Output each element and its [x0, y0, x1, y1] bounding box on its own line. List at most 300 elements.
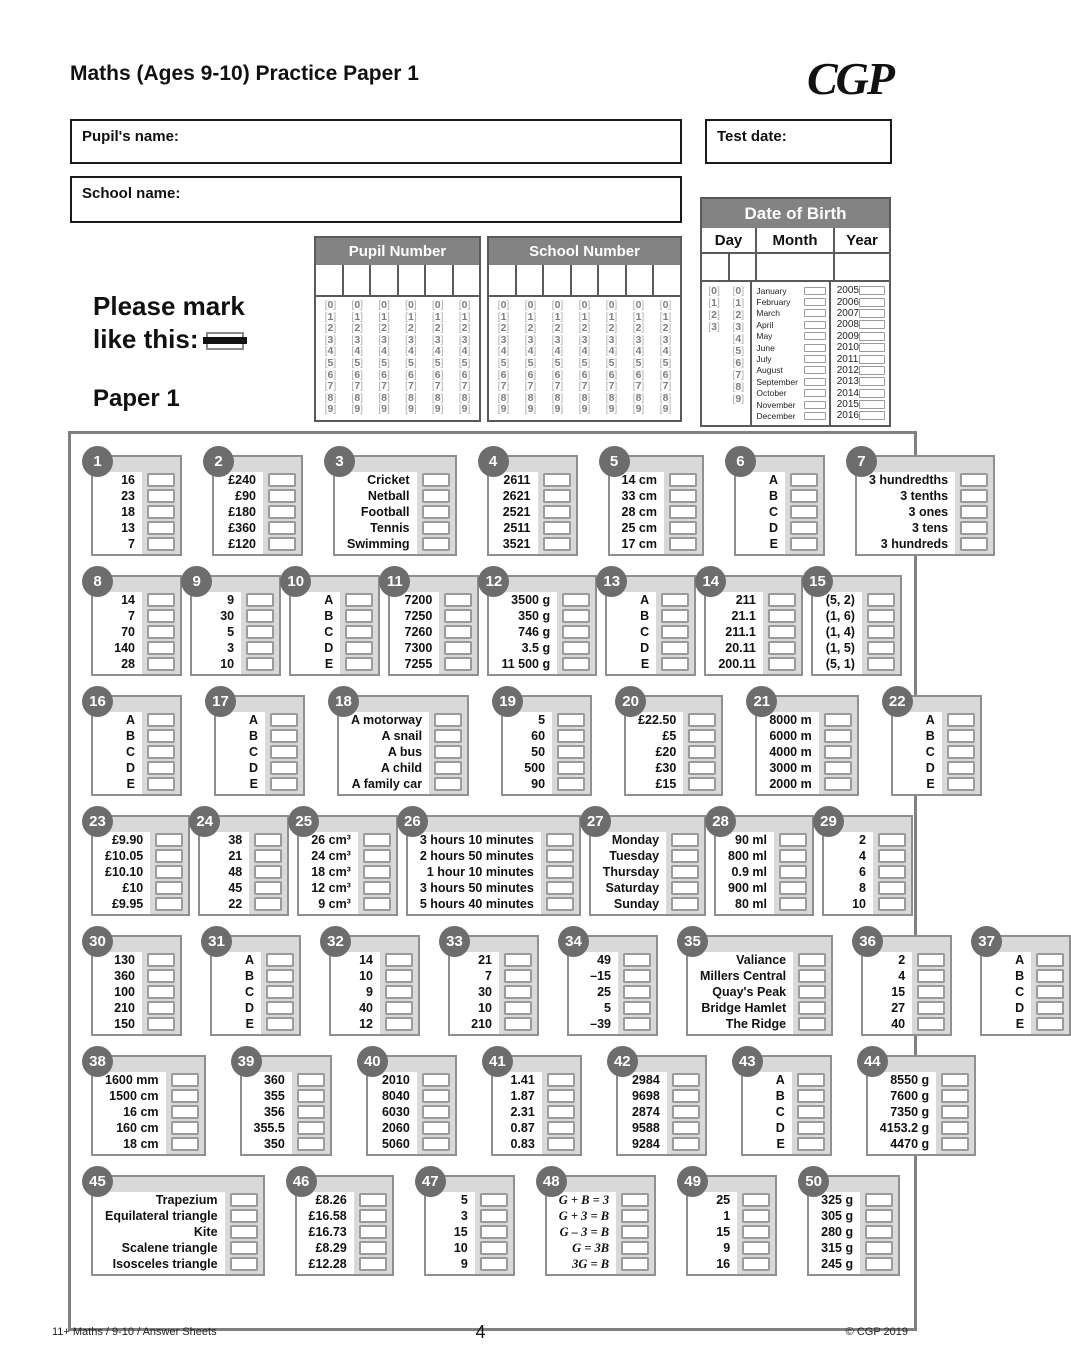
answer-bubble-q4-1[interactable]: [543, 473, 571, 487]
school-number-digit-mark-7-9[interactable]: [9]: [659, 403, 672, 416]
school-number-digit-mark-5-8[interactable]: [8]: [605, 391, 618, 404]
answer-bubble-q29-2[interactable]: [878, 849, 906, 863]
pupil-number-digit-mark-6-3[interactable]: [3]: [458, 333, 471, 346]
answer-bubble-q24-5[interactable]: [254, 897, 282, 911]
answer-bubble-q48-4[interactable]: [621, 1241, 649, 1255]
school-number-digit-mark-7-1[interactable]: [1]: [659, 310, 672, 323]
answer-bubble-q22-5[interactable]: [947, 777, 975, 791]
answer-bubble-q36-4[interactable]: [917, 1001, 945, 1015]
answer-bubble-q35-3[interactable]: [798, 985, 826, 999]
pupil-number-digit-mark-2-8[interactable]: [8]: [351, 391, 364, 404]
pupil-number-digit-mark-2-9[interactable]: [9]: [351, 403, 364, 416]
answer-bubble-q49-2[interactable]: [742, 1209, 770, 1223]
answer-bubble-q18-5[interactable]: [434, 777, 462, 791]
answer-bubble-q19-5[interactable]: [557, 777, 585, 791]
answer-bubble-q9-2[interactable]: [246, 609, 274, 623]
answer-bubble-q39-5[interactable]: [297, 1137, 325, 1151]
answer-bubble-q16-2[interactable]: [147, 729, 175, 743]
school-number-digit-mark-5-3[interactable]: [3]: [605, 333, 618, 346]
school-number-digit-mark-7-7[interactable]: [7]: [659, 380, 672, 393]
answer-bubble-q31-3[interactable]: [266, 985, 294, 999]
school-number-digit-mark-3-4[interactable]: [4]: [551, 345, 564, 358]
pupil-number-digit-mark-3-6[interactable]: [6]: [378, 368, 390, 381]
answer-bubble-q38-4[interactable]: [171, 1121, 199, 1135]
answer-bubble-q28-3[interactable]: [779, 865, 807, 879]
answer-bubble-q15-3[interactable]: [867, 625, 895, 639]
dob-month-bubble-october[interactable]: [804, 389, 826, 397]
answer-bubble-q13-4[interactable]: [661, 641, 689, 655]
answer-bubble-q44-1[interactable]: [941, 1073, 969, 1087]
school-number-digit-mark-4-5[interactable]: [5]: [578, 356, 591, 369]
pupil-number-digit-mark-4-2[interactable]: [2]: [405, 322, 417, 335]
dob-day-ones-digit-mark-8[interactable]: [8]: [732, 381, 745, 393]
answer-bubble-q33-1[interactable]: [504, 953, 532, 967]
answer-bubble-q46-4[interactable]: [359, 1241, 387, 1255]
answer-bubble-q46-1[interactable]: [359, 1193, 387, 1207]
pupil-number-digit-mark-1-1[interactable]: [1]: [324, 310, 337, 323]
answer-bubble-q24-3[interactable]: [254, 865, 282, 879]
answer-bubble-q25-5[interactable]: [363, 897, 391, 911]
pupil-number-write-box-5[interactable]: [426, 265, 454, 295]
answer-bubble-q45-2[interactable]: [230, 1209, 258, 1223]
answer-bubble-q37-4[interactable]: [1036, 1001, 1064, 1015]
answer-bubble-q30-3[interactable]: [147, 985, 175, 999]
school-number-digit-mark-4-0[interactable]: [0]: [578, 299, 591, 311]
answer-bubble-q44-4[interactable]: [941, 1121, 969, 1135]
answer-bubble-q7-2[interactable]: [960, 489, 988, 503]
pupil-number-digit-mark-4-0[interactable]: [0]: [405, 299, 417, 311]
answer-bubble-q41-5[interactable]: [547, 1137, 575, 1151]
answer-bubble-q36-5[interactable]: [917, 1017, 945, 1031]
dob-day-tens-digit-mark-0[interactable]: [0]: [708, 285, 720, 297]
school-number-digit-mark-1-3[interactable]: [3]: [497, 333, 510, 346]
school-number-digit-mark-4-9[interactable]: [9]: [578, 403, 591, 416]
answer-bubble-q42-3[interactable]: [672, 1105, 700, 1119]
answer-bubble-q40-5[interactable]: [422, 1137, 450, 1151]
school-number-digit-mark-4-1[interactable]: [1]: [578, 310, 591, 323]
school-number-digit-mark-3-9[interactable]: [9]: [551, 403, 564, 416]
answer-bubble-q12-3[interactable]: [562, 625, 590, 639]
answer-bubble-q23-4[interactable]: [155, 881, 183, 895]
answer-bubble-q40-2[interactable]: [422, 1089, 450, 1103]
answer-bubble-q47-3[interactable]: [480, 1225, 508, 1239]
answer-bubble-q9-4[interactable]: [246, 641, 274, 655]
answer-bubble-q18-3[interactable]: [434, 745, 462, 759]
answer-bubble-q22-3[interactable]: [947, 745, 975, 759]
answer-bubble-q43-1[interactable]: [797, 1073, 825, 1087]
answer-bubble-q5-3[interactable]: [669, 505, 697, 519]
pupil-number-digit-mark-4-5[interactable]: [5]: [405, 356, 417, 369]
answer-bubble-q13-5[interactable]: [661, 657, 689, 671]
school-number-digit-mark-3-6[interactable]: [6]: [551, 368, 564, 381]
school-number-write-box-5[interactable]: [599, 265, 627, 295]
answer-bubble-q42-1[interactable]: [672, 1073, 700, 1087]
answer-bubble-q22-2[interactable]: [947, 729, 975, 743]
answer-bubble-q32-2[interactable]: [385, 969, 413, 983]
answer-bubble-q50-4[interactable]: [865, 1241, 893, 1255]
answer-bubble-q49-5[interactable]: [742, 1257, 770, 1271]
answer-bubble-q47-2[interactable]: [480, 1209, 508, 1223]
answer-bubble-q18-4[interactable]: [434, 761, 462, 775]
answer-bubble-q49-1[interactable]: [742, 1193, 770, 1207]
answer-bubble-q6-3[interactable]: [790, 505, 818, 519]
answer-bubble-q29-5[interactable]: [878, 897, 906, 911]
answer-bubble-q36-3[interactable]: [917, 985, 945, 999]
dob-year-bubble-2011[interactable]: [859, 355, 885, 364]
answer-bubble-q32-1[interactable]: [385, 953, 413, 967]
answer-bubble-q29-4[interactable]: [878, 881, 906, 895]
answer-bubble-q33-2[interactable]: [504, 969, 532, 983]
answer-bubble-q37-2[interactable]: [1036, 969, 1064, 983]
dob-year-bubble-2015[interactable]: [859, 400, 885, 409]
answer-bubble-q46-2[interactable]: [359, 1209, 387, 1223]
answer-bubble-q48-3[interactable]: [621, 1225, 649, 1239]
pupil-name-field[interactable]: [70, 119, 682, 164]
school-number-digit-mark-3-2[interactable]: [2]: [551, 322, 564, 335]
answer-bubble-q10-4[interactable]: [345, 641, 373, 655]
dob-day-tens-digit-mark-3[interactable]: [3]: [708, 321, 720, 333]
answer-bubble-q41-3[interactable]: [547, 1105, 575, 1119]
answer-bubble-q20-3[interactable]: [688, 745, 716, 759]
pupil-number-digit-mark-3-8[interactable]: [8]: [378, 391, 390, 404]
answer-bubble-q2-2[interactable]: [268, 489, 296, 503]
pupil-number-digit-mark-3-9[interactable]: [9]: [378, 403, 390, 416]
pupil-number-digit-mark-5-2[interactable]: [2]: [431, 322, 444, 335]
pupil-number-digit-mark-5-4[interactable]: [4]: [431, 345, 444, 358]
answer-bubble-q16-3[interactable]: [147, 745, 175, 759]
answer-bubble-q46-3[interactable]: [359, 1225, 387, 1239]
answer-bubble-q37-5[interactable]: [1036, 1017, 1064, 1031]
answer-bubble-q5-5[interactable]: [669, 537, 697, 551]
answer-bubble-q11-2[interactable]: [444, 609, 472, 623]
answer-bubble-q33-4[interactable]: [504, 1001, 532, 1015]
answer-bubble-q18-1[interactable]: [434, 713, 462, 727]
school-number-digit-mark-6-6[interactable]: [6]: [632, 368, 645, 381]
answer-bubble-q3-3[interactable]: [422, 505, 450, 519]
school-number-digit-mark-3-5[interactable]: [5]: [551, 356, 564, 369]
dob-year-bubble-2006[interactable]: [859, 298, 885, 307]
answer-bubble-q23-2[interactable]: [155, 849, 183, 863]
answer-bubble-q15-4[interactable]: [867, 641, 895, 655]
answer-bubble-q14-3[interactable]: [768, 625, 796, 639]
dob-day-ones-digit-mark-7[interactable]: [7]: [732, 369, 745, 381]
answer-bubble-q43-3[interactable]: [797, 1105, 825, 1119]
pupil-number-digit-mark-3-1[interactable]: [1]: [378, 310, 390, 323]
answer-bubble-q21-5[interactable]: [824, 777, 852, 791]
answer-bubble-q23-5[interactable]: [155, 897, 183, 911]
answer-bubble-q6-1[interactable]: [790, 473, 818, 487]
answer-bubble-q42-2[interactable]: [672, 1089, 700, 1103]
answer-bubble-q12-4[interactable]: [562, 641, 590, 655]
pupil-number-digit-mark-5-1[interactable]: [1]: [431, 310, 444, 323]
answer-bubble-q1-2[interactable]: [147, 489, 175, 503]
school-number-digit-mark-2-0[interactable]: [0]: [524, 299, 537, 311]
school-number-digit-mark-2-1[interactable]: [1]: [524, 310, 537, 323]
pupil-number-digit-mark-3-5[interactable]: [5]: [378, 356, 390, 369]
school-number-digit-mark-7-6[interactable]: [6]: [659, 368, 672, 381]
school-number-digit-mark-3-8[interactable]: [8]: [551, 391, 564, 404]
answer-bubble-q27-4[interactable]: [671, 881, 699, 895]
school-number-digit-mark-2-7[interactable]: [7]: [524, 380, 537, 393]
dob-month-bubble-january[interactable]: [804, 287, 826, 295]
dob-day-ones-digit-mark-5[interactable]: [5]: [732, 345, 745, 357]
answer-bubble-q7-4[interactable]: [960, 521, 988, 535]
school-number-digit-mark-1-9[interactable]: [9]: [497, 403, 510, 416]
answer-bubble-q1-5[interactable]: [147, 537, 175, 551]
answer-bubble-q12-1[interactable]: [562, 593, 590, 607]
school-number-digit-mark-4-6[interactable]: [6]: [578, 368, 591, 381]
pupil-number-digit-mark-3-3[interactable]: [3]: [378, 333, 390, 346]
answer-bubble-q13-2[interactable]: [661, 609, 689, 623]
answer-bubble-q35-2[interactable]: [798, 969, 826, 983]
school-number-digit-mark-3-3[interactable]: [3]: [551, 333, 564, 346]
answer-bubble-q43-5[interactable]: [797, 1137, 825, 1151]
dob-month-bubble-february[interactable]: [804, 298, 826, 306]
answer-bubble-q5-1[interactable]: [669, 473, 697, 487]
school-number-digit-mark-3-1[interactable]: [1]: [551, 310, 564, 323]
answer-bubble-q8-4[interactable]: [147, 641, 175, 655]
answer-bubble-q37-1[interactable]: [1036, 953, 1064, 967]
answer-bubble-q26-2[interactable]: [546, 849, 574, 863]
answer-bubble-q22-1[interactable]: [947, 713, 975, 727]
answer-bubble-q35-4[interactable]: [798, 1001, 826, 1015]
school-number-digit-mark-6-9[interactable]: [9]: [632, 403, 645, 416]
school-number-digit-mark-5-1[interactable]: [1]: [605, 310, 618, 323]
answer-bubble-q12-2[interactable]: [562, 609, 590, 623]
pupil-number-digit-mark-4-8[interactable]: [8]: [405, 391, 417, 404]
answer-bubble-q21-1[interactable]: [824, 713, 852, 727]
answer-bubble-q45-4[interactable]: [230, 1241, 258, 1255]
answer-bubble-q38-1[interactable]: [171, 1073, 199, 1087]
school-number-digit-mark-7-3[interactable]: [3]: [659, 333, 672, 346]
answer-bubble-q20-4[interactable]: [688, 761, 716, 775]
answer-bubble-q49-4[interactable]: [742, 1241, 770, 1255]
school-number-digit-mark-3-0[interactable]: [0]: [551, 299, 564, 311]
pupil-number-digit-mark-4-7[interactable]: [7]: [405, 380, 417, 393]
pupil-number-digit-mark-1-0[interactable]: [0]: [324, 299, 337, 311]
answer-bubble-q38-3[interactable]: [171, 1105, 199, 1119]
school-number-write-box-6[interactable]: [627, 265, 655, 295]
answer-bubble-q39-1[interactable]: [297, 1073, 325, 1087]
school-number-digit-mark-2-3[interactable]: [3]: [524, 333, 537, 346]
dob-month-bubble-march[interactable]: [804, 309, 826, 317]
answer-bubble-q40-4[interactable]: [422, 1121, 450, 1135]
dob-day-ones-digit-mark-4[interactable]: [4]: [732, 333, 745, 345]
answer-bubble-q17-1[interactable]: [270, 713, 298, 727]
answer-bubble-q38-2[interactable]: [171, 1089, 199, 1103]
answer-bubble-q28-2[interactable]: [779, 849, 807, 863]
answer-bubble-q18-2[interactable]: [434, 729, 462, 743]
dob-year-bubble-2016[interactable]: [859, 411, 885, 420]
dob-year-bubble-2007[interactable]: [859, 309, 885, 318]
dob-month-write-box[interactable]: [757, 254, 835, 280]
pupil-number-digit-mark-2-5[interactable]: [5]: [351, 356, 364, 369]
pupil-number-write-box-2[interactable]: [344, 265, 372, 295]
answer-bubble-q17-2[interactable]: [270, 729, 298, 743]
pupil-number-digit-mark-2-3[interactable]: [3]: [351, 333, 364, 346]
answer-bubble-q34-1[interactable]: [623, 953, 651, 967]
pupil-number-digit-mark-1-7[interactable]: [7]: [324, 380, 337, 393]
answer-bubble-q46-5[interactable]: [359, 1257, 387, 1271]
answer-bubble-q2-5[interactable]: [268, 537, 296, 551]
answer-bubble-q45-3[interactable]: [230, 1225, 258, 1239]
answer-bubble-q35-1[interactable]: [798, 953, 826, 967]
answer-bubble-q14-4[interactable]: [768, 641, 796, 655]
answer-bubble-q34-4[interactable]: [623, 1001, 651, 1015]
answer-bubble-q29-3[interactable]: [878, 865, 906, 879]
answer-bubble-q5-4[interactable]: [669, 521, 697, 535]
answer-bubble-q10-1[interactable]: [345, 593, 373, 607]
answer-bubble-q25-2[interactable]: [363, 849, 391, 863]
answer-bubble-q19-4[interactable]: [557, 761, 585, 775]
school-number-digit-mark-1-0[interactable]: [0]: [497, 299, 510, 311]
answer-bubble-q14-1[interactable]: [768, 593, 796, 607]
answer-bubble-q11-5[interactable]: [444, 657, 472, 671]
dob-year-bubble-2008[interactable]: [859, 320, 885, 329]
answer-bubble-q19-2[interactable]: [557, 729, 585, 743]
answer-bubble-q4-2[interactable]: [543, 489, 571, 503]
answer-bubble-q34-3[interactable]: [623, 985, 651, 999]
dob-day-write-box-1[interactable]: [702, 254, 730, 280]
answer-bubble-q50-3[interactable]: [865, 1225, 893, 1239]
answer-bubble-q48-1[interactable]: [621, 1193, 649, 1207]
answer-bubble-q8-1[interactable]: [147, 593, 175, 607]
answer-bubble-q20-5[interactable]: [688, 777, 716, 791]
answer-bubble-q28-4[interactable]: [779, 881, 807, 895]
answer-bubble-q2-3[interactable]: [268, 505, 296, 519]
answer-bubble-q49-3[interactable]: [742, 1225, 770, 1239]
pupil-number-digit-mark-3-4[interactable]: [4]: [378, 345, 390, 358]
school-number-digit-mark-1-6[interactable]: [6]: [497, 368, 510, 381]
pupil-number-digit-mark-2-1[interactable]: [1]: [351, 310, 364, 323]
answer-bubble-q25-1[interactable]: [363, 833, 391, 847]
answer-bubble-q7-5[interactable]: [960, 537, 988, 551]
answer-bubble-q26-3[interactable]: [546, 865, 574, 879]
pupil-number-digit-mark-2-2[interactable]: [2]: [351, 322, 364, 335]
school-number-digit-mark-6-7[interactable]: [7]: [632, 380, 645, 393]
pupil-number-digit-mark-1-8[interactable]: [8]: [324, 391, 337, 404]
dob-month-bubble-april[interactable]: [804, 321, 826, 329]
answer-bubble-q6-4[interactable]: [790, 521, 818, 535]
dob-day-ones-digit-mark-3[interactable]: [3]: [732, 321, 745, 333]
pupil-number-digit-mark-1-3[interactable]: [3]: [324, 333, 337, 346]
pupil-number-digit-mark-2-7[interactable]: [7]: [351, 380, 364, 393]
answer-bubble-q13-1[interactable]: [661, 593, 689, 607]
answer-bubble-q10-5[interactable]: [345, 657, 373, 671]
test-date-field[interactable]: [705, 119, 892, 164]
pupil-number-digit-mark-6-7[interactable]: [7]: [458, 380, 471, 393]
answer-bubble-q20-2[interactable]: [688, 729, 716, 743]
answer-bubble-q1-3[interactable]: [147, 505, 175, 519]
answer-bubble-q13-3[interactable]: [661, 625, 689, 639]
dob-year-bubble-2013[interactable]: [859, 377, 885, 386]
pupil-number-digit-mark-1-9[interactable]: [9]: [324, 403, 337, 416]
answer-bubble-q6-5[interactable]: [790, 537, 818, 551]
answer-bubble-q21-3[interactable]: [824, 745, 852, 759]
answer-bubble-q48-2[interactable]: [621, 1209, 649, 1223]
dob-year-bubble-2005[interactable]: [859, 286, 885, 295]
answer-bubble-q2-4[interactable]: [268, 521, 296, 535]
answer-bubble-q27-3[interactable]: [671, 865, 699, 879]
answer-bubble-q28-5[interactable]: [779, 897, 807, 911]
pupil-number-digit-mark-5-7[interactable]: [7]: [431, 380, 444, 393]
answer-bubble-q14-5[interactable]: [768, 657, 796, 671]
answer-bubble-q44-5[interactable]: [941, 1137, 969, 1151]
answer-bubble-q21-2[interactable]: [824, 729, 852, 743]
answer-bubble-q26-5[interactable]: [546, 897, 574, 911]
answer-bubble-q32-3[interactable]: [385, 985, 413, 999]
answer-bubble-q17-5[interactable]: [270, 777, 298, 791]
answer-bubble-q47-1[interactable]: [480, 1193, 508, 1207]
school-number-digit-mark-7-2[interactable]: [2]: [659, 322, 672, 335]
pupil-number-digit-mark-5-3[interactable]: [3]: [431, 333, 444, 346]
dob-day-tens-digit-mark-1[interactable]: [1]: [708, 297, 720, 309]
answer-bubble-q24-1[interactable]: [254, 833, 282, 847]
answer-bubble-q39-2[interactable]: [297, 1089, 325, 1103]
answer-bubble-q2-1[interactable]: [268, 473, 296, 487]
answer-bubble-q7-1[interactable]: [960, 473, 988, 487]
answer-bubble-q19-3[interactable]: [557, 745, 585, 759]
school-number-write-box-2[interactable]: [517, 265, 545, 295]
dob-day-ones-digit-mark-2[interactable]: [2]: [732, 309, 745, 321]
answer-bubble-q12-5[interactable]: [562, 657, 590, 671]
school-number-digit-mark-6-8[interactable]: [8]: [632, 391, 645, 404]
answer-bubble-q3-5[interactable]: [422, 537, 450, 551]
answer-bubble-q33-3[interactable]: [504, 985, 532, 999]
answer-bubble-q19-1[interactable]: [557, 713, 585, 727]
pupil-number-digit-mark-6-2[interactable]: [2]: [458, 322, 471, 335]
school-number-digit-mark-4-7[interactable]: [7]: [578, 380, 591, 393]
answer-bubble-q11-3[interactable]: [444, 625, 472, 639]
answer-bubble-q6-2[interactable]: [790, 489, 818, 503]
answer-bubble-q42-5[interactable]: [672, 1137, 700, 1151]
school-number-digit-mark-6-1[interactable]: [1]: [632, 310, 645, 323]
answer-bubble-q44-3[interactable]: [941, 1105, 969, 1119]
school-number-write-box-3[interactable]: [544, 265, 572, 295]
dob-year-bubble-2014[interactable]: [859, 389, 885, 398]
pupil-number-digit-mark-6-0[interactable]: [0]: [458, 299, 471, 311]
answer-bubble-q16-1[interactable]: [147, 713, 175, 727]
school-number-digit-mark-2-9[interactable]: [9]: [524, 403, 537, 416]
school-number-digit-mark-2-2[interactable]: [2]: [524, 322, 537, 335]
answer-bubble-q37-3[interactable]: [1036, 985, 1064, 999]
answer-bubble-q23-3[interactable]: [155, 865, 183, 879]
answer-bubble-q40-3[interactable]: [422, 1105, 450, 1119]
pupil-number-digit-mark-3-2[interactable]: [2]: [378, 322, 390, 335]
answer-bubble-q27-5[interactable]: [671, 897, 699, 911]
school-number-digit-mark-2-8[interactable]: [8]: [524, 391, 537, 404]
answer-bubble-q43-2[interactable]: [797, 1089, 825, 1103]
pupil-number-digit-mark-6-5[interactable]: [5]: [458, 356, 471, 369]
answer-bubble-q10-2[interactable]: [345, 609, 373, 623]
school-number-digit-mark-4-2[interactable]: [2]: [578, 322, 591, 335]
answer-bubble-q36-2[interactable]: [917, 969, 945, 983]
answer-bubble-q50-1[interactable]: [865, 1193, 893, 1207]
school-number-digit-mark-4-3[interactable]: [3]: [578, 333, 591, 346]
pupil-number-digit-mark-6-1[interactable]: [1]: [458, 310, 471, 323]
school-number-digit-mark-7-5[interactable]: [5]: [659, 356, 672, 369]
answer-bubble-q30-1[interactable]: [147, 953, 175, 967]
dob-day-ones-digit-mark-6[interactable]: [6]: [732, 357, 745, 369]
school-number-digit-mark-4-8[interactable]: [8]: [578, 391, 591, 404]
pupil-number-digit-mark-4-4[interactable]: [4]: [405, 345, 417, 358]
answer-bubble-q3-4[interactable]: [422, 521, 450, 535]
answer-bubble-q44-2[interactable]: [941, 1089, 969, 1103]
answer-bubble-q16-4[interactable]: [147, 761, 175, 775]
school-number-digit-mark-7-4[interactable]: [4]: [659, 345, 672, 358]
answer-bubble-q25-4[interactable]: [363, 881, 391, 895]
answer-bubble-q7-3[interactable]: [960, 505, 988, 519]
